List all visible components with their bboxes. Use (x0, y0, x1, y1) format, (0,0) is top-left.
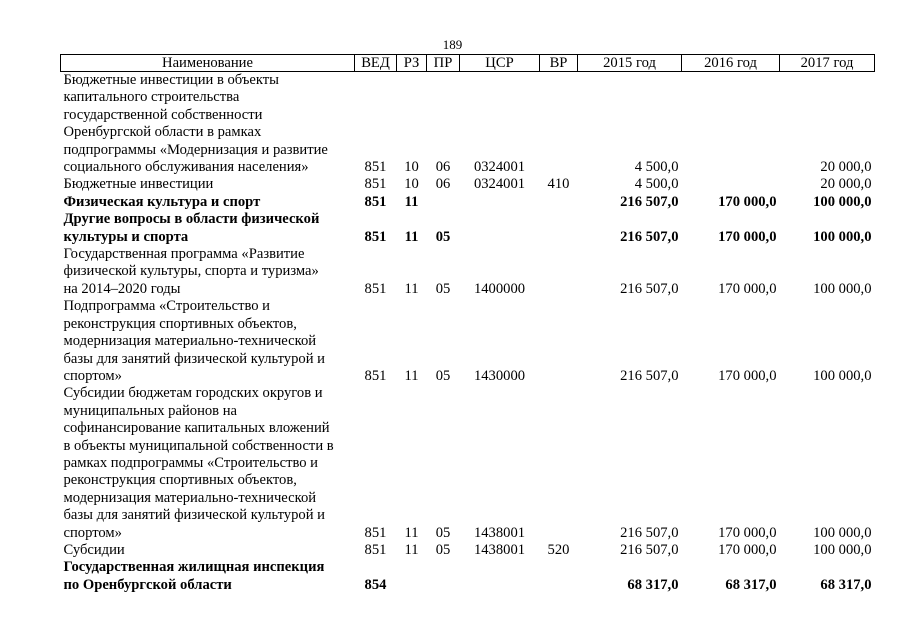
name-line: Государственная жилищная инспекция (63, 559, 325, 576)
cell-pr: 05 (435, 280, 451, 297)
cell-2016: 170 000,0 (718, 367, 777, 384)
cell-2017: 68 317,0 (820, 576, 872, 593)
cell-2017: 100 000,0 (813, 193, 872, 210)
header-2017: 2017 год (780, 55, 875, 72)
cell-ved: 851 (364, 193, 387, 210)
name-line: модернизация материально-технической (63, 333, 317, 350)
name-line: по Оренбургской области (63, 576, 232, 593)
cell-rz: 11 (404, 367, 419, 384)
cell-rz: 11 (404, 524, 419, 541)
cell-ved: 854 (364, 576, 387, 593)
cell-2017: 100 000,0 (813, 280, 872, 297)
cell-csr: 1400000 (473, 280, 526, 297)
cell-pr: 06 (435, 159, 451, 176)
cell-vr (540, 559, 578, 594)
cell-csr: 1438001 (473, 524, 526, 541)
header-rz: РЗ (397, 55, 427, 72)
cell-2015: 68 317,0 (627, 576, 679, 593)
cell-vr: 520 (547, 541, 570, 558)
cell-2015: 216 507,0 (620, 228, 679, 245)
table-row (61, 194, 875, 211)
header-2016: 2016 год (682, 55, 780, 72)
cell-2017: 100 000,0 (813, 228, 872, 245)
cell-2016: 170 000,0 (718, 228, 777, 245)
name-line: физической культуры, спорта и туризма» (63, 263, 319, 280)
name-line: реконструкция спортивных объектов, (63, 472, 297, 489)
cell-rz: 11 (404, 193, 419, 210)
name-line: на 2014–2020 годы (63, 280, 181, 297)
name-line: подпрограммы «Модернизация и развитие (63, 141, 328, 158)
table-row (61, 385, 875, 542)
cell-2015: 216 507,0 (620, 524, 679, 541)
cell-2016 (682, 176, 780, 193)
cell-vr (540, 211, 578, 246)
name-line: рамках подпрограммы «Строительство и (63, 454, 318, 471)
cell-name (61, 385, 355, 542)
table-row (61, 246, 875, 298)
table-row (61, 211, 875, 246)
cell-rz: 10 (404, 159, 419, 176)
cell-rz: 10 (404, 176, 419, 193)
cell-2015: 216 507,0 (620, 541, 679, 558)
name-line: Физическая культура и спорт (63, 193, 261, 210)
name-line: софинансирование капитальных вложений (63, 420, 330, 437)
name-line: Подпрограмма «Строительство и (63, 298, 270, 315)
cell-2015: 4 500,0 (634, 176, 679, 193)
header-name: Наименование (61, 55, 355, 72)
cell-2016: 170 000,0 (718, 280, 777, 297)
cell-2017: 20 000,0 (820, 176, 872, 193)
name-line: спортом» (63, 367, 122, 384)
cell-name (61, 298, 355, 385)
cell-pr (427, 194, 460, 211)
name-line: Государственная программа «Развитие (63, 246, 305, 263)
name-line: Субсидии бюджетам городских округов и (63, 385, 323, 402)
cell-pr: 05 (435, 228, 451, 245)
cell-2015: 216 507,0 (620, 367, 679, 384)
budget-table (60, 54, 875, 594)
name-line: капитального строительства (63, 89, 240, 106)
cell-vr (540, 298, 578, 385)
cell-pr: 05 (435, 524, 451, 541)
page-number: 189 (442, 37, 463, 52)
cell-ved: 851 (364, 176, 387, 193)
header-vr: ВР (540, 55, 578, 72)
table-row (61, 176, 875, 193)
name-line: базы для занятий физической культурой и (63, 507, 325, 524)
name-line: культуры и спорта (63, 228, 189, 245)
header-csr: ЦСР (460, 55, 540, 72)
name-line: базы для занятий физической культурой и (63, 350, 325, 367)
cell-2017: 100 000,0 (813, 524, 872, 541)
cell-name (61, 194, 355, 211)
cell-2015: 4 500,0 (634, 159, 679, 176)
cell-ved: 851 (364, 159, 387, 176)
cell-ved: 851 (364, 228, 387, 245)
cell-name (61, 176, 355, 193)
cell-csr: 0324001 (473, 176, 526, 193)
cell-2016: 170 000,0 (718, 524, 777, 541)
cell-2016 (682, 72, 780, 177)
cell-pr: 06 (435, 176, 451, 193)
cell-2016: 68 317,0 (725, 576, 777, 593)
cell-rz (397, 559, 427, 594)
table-header-row (61, 55, 875, 72)
table-row (61, 298, 875, 385)
name-line: спортом» (63, 524, 122, 541)
table-row (61, 559, 875, 594)
cell-name (61, 211, 355, 246)
name-line: реконструкция спортивных объектов, (63, 315, 297, 332)
cell-pr: 05 (435, 541, 451, 558)
header-ved: ВЕД (355, 55, 397, 72)
cell-rz: 11 (404, 280, 419, 297)
cell-pr (427, 559, 460, 594)
cell-rz: 11 (404, 541, 419, 558)
name-line: в объекты муниципальной собственности в (63, 437, 334, 454)
cell-vr (540, 385, 578, 542)
cell-ved: 851 (364, 524, 387, 541)
table-body (61, 72, 875, 595)
cell-ved: 851 (364, 280, 387, 297)
cell-csr: 0324001 (473, 159, 526, 176)
header-2015: 2015 год (578, 55, 682, 72)
cell-2017: 20 000,0 (820, 159, 872, 176)
cell-ved: 851 (364, 541, 387, 558)
table-row (61, 542, 875, 559)
table-row (61, 72, 875, 177)
cell-csr: 1438001 (473, 541, 526, 558)
name-line: Бюджетные инвестиции в объекты (63, 72, 279, 88)
cell-2017: 100 000,0 (813, 367, 872, 384)
cell-name (61, 542, 355, 559)
cell-name (61, 72, 355, 177)
name-line: модернизация материально-технической (63, 489, 317, 506)
cell-csr (460, 211, 540, 246)
name-line: муниципальных районов на (63, 402, 238, 419)
header-pr: ПР (427, 55, 460, 72)
cell-csr: 1430000 (473, 367, 526, 384)
cell-ved: 851 (364, 367, 387, 384)
name-line: Субсидии (63, 541, 125, 558)
cell-csr (460, 559, 540, 594)
cell-vr (540, 72, 578, 177)
name-line: государственной собственности (63, 106, 263, 123)
name-line: Другие вопросы в области физической (63, 211, 320, 228)
cell-vr: 410 (547, 176, 570, 193)
cell-2015: 216 507,0 (620, 280, 679, 297)
cell-2016: 170 000,0 (718, 193, 777, 210)
name-line: Оренбургской области в рамках (63, 124, 262, 141)
cell-name (61, 559, 355, 594)
cell-vr (540, 194, 578, 211)
cell-2016: 170 000,0 (718, 541, 777, 558)
cell-rz: 11 (404, 228, 419, 245)
cell-vr (540, 246, 578, 298)
cell-2017: 100 000,0 (813, 541, 872, 558)
cell-pr: 05 (435, 367, 451, 384)
name-line: социального обслуживания населения» (63, 159, 309, 176)
cell-2015: 216 507,0 (620, 193, 679, 210)
name-line: Бюджетные инвестиции (63, 176, 214, 193)
cell-csr (460, 194, 540, 211)
cell-name (61, 246, 355, 298)
